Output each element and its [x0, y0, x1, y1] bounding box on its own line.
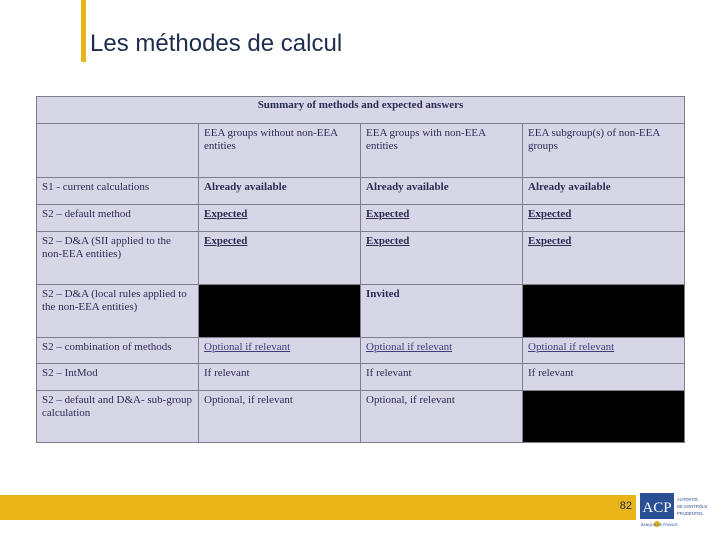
table-cell: Optional if relevant	[199, 338, 361, 364]
table-row	[37, 364, 685, 391]
column-header: EEA groups without non-EEA entities	[199, 124, 361, 178]
table-cell: Expected	[199, 205, 361, 232]
row-label: S2 – combination of methods	[37, 338, 199, 364]
table-cell: Optional if relevant	[523, 338, 685, 364]
table-cell: Already available	[199, 178, 361, 205]
row-label: S2 – D&A (local rules applied to the non-EEA entities)	[37, 285, 199, 338]
table-row	[37, 285, 685, 338]
footer-bar	[0, 495, 636, 520]
logo-subtitle: BANQUE DE FRANCE	[641, 523, 678, 527]
table-row	[37, 232, 685, 285]
row-label: S2 – default method	[37, 205, 199, 232]
table-row	[37, 178, 685, 205]
column-header: EEA groups with non-EEA entities	[361, 124, 523, 178]
table-cell: If relevant	[361, 364, 523, 391]
blank-cell	[523, 285, 685, 338]
table-header-row	[37, 124, 685, 178]
row-label: S2 – default and D&A- sub-group calculation	[37, 391, 199, 443]
logo-acronym: ACP	[642, 500, 672, 516]
summary-table-container	[36, 96, 684, 442]
blank-cell	[523, 391, 685, 443]
logo-line3: PRUDENTIEL	[677, 511, 704, 516]
row-label: S2 – IntMod	[37, 364, 199, 391]
title-accent-bar	[81, 0, 86, 62]
table-cell: Expected	[361, 205, 523, 232]
table-cell: Expected	[523, 205, 685, 232]
table-cell: Expected	[361, 232, 523, 285]
table-cell: Already available	[361, 178, 523, 205]
table-cell: If relevant	[199, 364, 361, 391]
table-cell: Already available	[523, 178, 685, 205]
column-header	[37, 124, 199, 178]
table-cell: If relevant	[523, 364, 685, 391]
table-cell: Invited	[361, 285, 523, 338]
table-row	[37, 338, 685, 364]
table-cell: Expected	[523, 232, 685, 285]
column-header: EEA subgroup(s) of non-EEA groups	[523, 124, 685, 178]
page-number: 82	[619, 500, 632, 512]
logo-line2: DE CONTRÔLE	[677, 504, 708, 509]
slide-title: Les méthodes de calcul	[90, 30, 343, 57]
logo-line1: AUTORITÉ	[677, 497, 699, 502]
row-label: S2 – D&A (SII applied to the non-EEA entities)	[37, 232, 199, 285]
table-row	[37, 391, 685, 443]
row-label: S1 - current calculations	[37, 178, 199, 205]
table-cell: Optional, if relevant	[361, 391, 523, 443]
table-cell: Expected	[199, 232, 361, 285]
blank-cell	[199, 285, 361, 338]
acp-logo	[640, 493, 716, 529]
table-caption-row	[37, 97, 685, 124]
summary-table	[36, 96, 685, 443]
table-row	[37, 205, 685, 232]
table-caption: Summary of methods and expected answers	[37, 97, 685, 124]
table-cell: Optional, if relevant	[199, 391, 361, 443]
table-cell: Optional if relevant	[361, 338, 523, 364]
